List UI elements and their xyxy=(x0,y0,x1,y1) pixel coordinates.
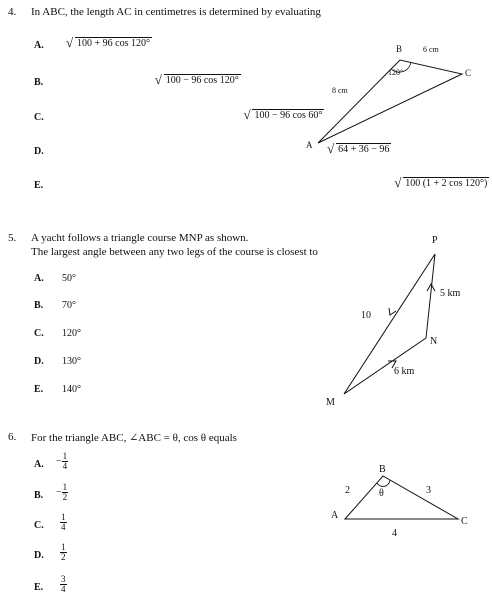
q5-side-mp-label: 10 xyxy=(361,310,371,321)
q5-option-c-value: 120° xyxy=(62,328,81,339)
q5-vertex-n: N xyxy=(430,336,438,347)
q5-question-text-line1: A yacht follows a triangle course MNP as shown. xyxy=(31,232,249,244)
q6-triangle-figure xyxy=(325,458,475,543)
q6-option-d-label: D. xyxy=(34,550,44,561)
q5-option-c-label: C. xyxy=(34,328,44,339)
q4-side-bc-label: 6 cm xyxy=(423,45,439,54)
q4-option-e-expr: √ 100 (1 + 2 cos 120°) xyxy=(394,175,488,190)
q6-option-a-label: A. xyxy=(34,459,44,470)
q5-option-d-label: D. xyxy=(34,356,44,367)
q4-number: 4. xyxy=(8,6,17,18)
q6-vertex-a: A xyxy=(331,510,339,521)
q5-number: 5. xyxy=(8,232,17,244)
q5-option-e-value: 140° xyxy=(62,384,81,395)
q5-question-text-line2: The largest angle between any two legs of the course is closest to xyxy=(31,246,318,258)
q5-option-e-label: E. xyxy=(34,384,44,395)
q4-vertex-b: B xyxy=(396,44,403,54)
q4-option-b-label: B. xyxy=(34,77,44,88)
q5-triangle xyxy=(344,254,438,394)
q4-option-b-expr: √ 100 − 96 cos 120° xyxy=(154,72,239,87)
q4-option-a-label: A. xyxy=(34,40,44,51)
q4-vertex-a: A xyxy=(306,140,313,150)
q6-vertex-c: C xyxy=(461,516,468,527)
q6-angle-theta: θ xyxy=(379,488,384,499)
q5-option-b-value: 70° xyxy=(62,300,76,311)
q4-vertex-c: C xyxy=(465,68,472,78)
q6-side-bc-label: 3 xyxy=(426,485,431,496)
q6-option-a-value: − $\frac{1}{4}$ xyxy=(56,451,68,471)
q5-side-pn-label: 5 km xyxy=(440,288,461,299)
q6-option-e-label: E. xyxy=(34,582,44,593)
q5-triangle-figure xyxy=(320,228,485,413)
q4-triangle-figure xyxy=(300,38,480,156)
q5-option-b-label: B. xyxy=(34,300,44,311)
q5-side-mn-label: 6 km xyxy=(394,366,415,377)
q5-option-a-value: 50° xyxy=(62,273,76,284)
q4-side-ab-label: 8 cm xyxy=(332,86,348,95)
q6-option-e-value: $\frac{3}{4}$ xyxy=(61,574,66,594)
q5-arrow-pm xyxy=(389,308,396,315)
q4-option-d-expr: √ 64 + 36 − 96 xyxy=(327,141,390,156)
q5-vertex-p: P xyxy=(432,235,438,246)
q6-option-b-label: B. xyxy=(34,490,44,501)
q6-triangle xyxy=(345,476,458,519)
q5-option-d-value: 130° xyxy=(62,356,81,367)
q4-question-text: In ABC, the length AC in centimetres is determined by evaluating xyxy=(31,6,321,18)
q4-option-c-label: C. xyxy=(34,112,44,123)
q6-side-ac-label: 4 xyxy=(392,528,397,539)
q6-option-c-value: $\frac{1}{4}$ xyxy=(61,512,66,532)
q6-question-text: For the triangle ABC, ∠ABC = θ, cos θ equals xyxy=(31,432,237,444)
q6-side-ab-label: 2 xyxy=(345,485,350,496)
q5-vertex-m: M xyxy=(326,397,335,408)
q6-vertex-b: B xyxy=(379,464,386,475)
q4-option-e-label: E. xyxy=(34,180,44,191)
q6-number: 6. xyxy=(8,431,17,443)
q6-option-b-value: − $\frac{1}{2}$ xyxy=(56,482,68,502)
q6-option-c-label: C. xyxy=(34,520,44,531)
q4-option-a-expr: √ 100 + 96 cos 120° xyxy=(66,35,150,50)
q4-option-c-expr: √ 100 − 96 cos 60° xyxy=(243,107,323,122)
q4-angle-label: 120° xyxy=(388,68,404,77)
q4-option-d-label: D. xyxy=(34,146,44,157)
q5-option-a-label: A. xyxy=(34,273,44,284)
q6-option-d-value: $\frac{1}{2}$ xyxy=(61,542,66,562)
